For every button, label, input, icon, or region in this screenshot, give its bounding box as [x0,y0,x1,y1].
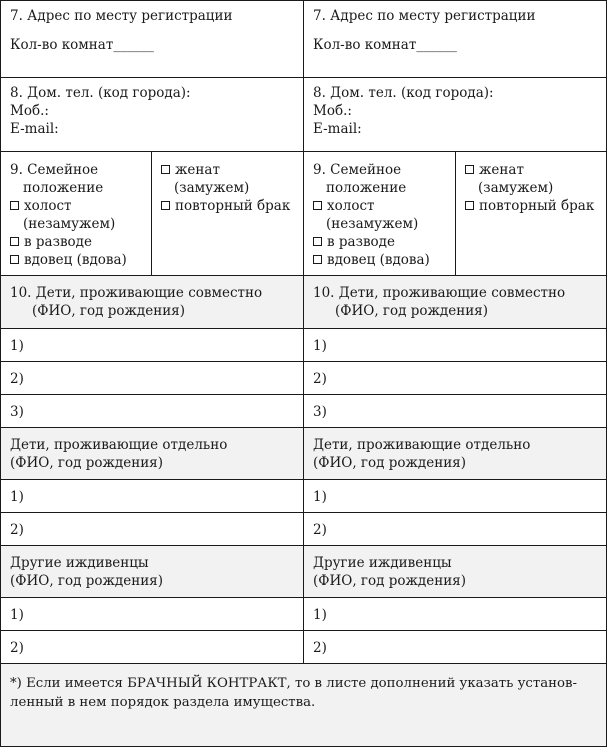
row-number: 3) [313,404,327,420]
checkbox-icon[interactable] [161,165,170,174]
checkbox-icon[interactable] [465,165,474,174]
table-row[interactable] [0,597,304,631]
row-number: 2) [313,522,327,538]
checkbox-icon[interactable] [313,201,322,210]
married-label: женат [479,162,524,178]
table-row[interactable] [303,479,607,513]
marital-title: 9. Семейное [313,162,402,178]
single-option[interactable] [313,197,446,215]
dependents-subtitle: (ФИО, год рождения) [313,573,466,589]
checkbox-icon[interactable] [10,201,19,210]
row-number: 2) [10,522,24,538]
checkbox-icon[interactable] [465,201,474,210]
table-row[interactable] [303,394,607,428]
children-apart-header-right [303,427,607,480]
children-together-header-left [0,275,304,329]
address-cell-left[interactable] [0,0,304,78]
married-option[interactable] [465,161,597,179]
phones-cell-right[interactable] [303,77,607,152]
checkbox-icon[interactable] [313,237,322,246]
table-row[interactable] [0,630,304,664]
children-apart-title: Дети, проживающие отдельно [10,437,228,453]
marital-title: 9. Семейное [10,162,99,178]
divorced-option[interactable] [313,233,446,251]
children-apart-subtitle: (ФИО, год рождения) [10,455,163,471]
remarried-option[interactable] [161,197,294,215]
divorced-label: в разводе [327,234,395,250]
children-apart-subtitle: (ФИО, год рождения) [313,455,466,471]
table-row[interactable] [0,512,304,546]
dependents-title: Другие иждивенцы [313,555,452,571]
married-label: женат [175,162,220,178]
checkbox-icon[interactable] [313,255,322,264]
row-number: 2) [10,371,24,387]
row-number: 1) [10,338,24,354]
children-together-header-right [303,275,607,329]
marital-status-cell-right [303,151,456,276]
dependents-subtitle: (ФИО, год рождения) [10,573,163,589]
single-label: холост [327,198,375,214]
married-option[interactable] [161,161,294,179]
row-number: 1) [313,607,327,623]
single-option[interactable] [10,197,142,215]
phones-cell-left[interactable] [0,77,304,152]
footnote-line-2: ленный в нем порядок раздела имущества. [10,695,316,710]
table-row[interactable] [0,328,304,362]
row-number: 2) [10,640,24,656]
widowed-label: вдовец (вдова) [24,252,127,268]
marital-options-cell-right [455,151,607,276]
email-label: E-mail: [313,121,362,137]
single-label-cont: (незамужем) [326,216,419,232]
marital-options-cell-left [151,151,304,276]
table-row[interactable] [303,361,607,395]
widowed-label: вдовец (вдова) [327,252,430,268]
children-apart-title: Дети, проживающие отдельно [313,437,531,453]
row-number: 2) [313,640,327,656]
divorced-label: в разводе [24,234,92,250]
row-number: 1) [313,489,327,505]
table-row[interactable] [303,597,607,631]
address-cell-right[interactable] [303,0,607,78]
row-number: 3) [10,404,24,420]
footnote-line-1: *) Если имеется БРАЧНЫЙ КОНТРАКТ, то в листе дополнений указать установ- [10,676,577,691]
widowed-option[interactable] [10,251,142,269]
children-apart-header-left [0,427,304,480]
rooms-label: Кол-во комнат______ [313,37,457,53]
widowed-option[interactable] [313,251,446,269]
table-row[interactable] [303,512,607,546]
row-number: 2) [313,371,327,387]
prenup-footnote [0,663,607,747]
remarried-label: повторный брак [175,198,291,214]
home-phone-label: 8. Дом. тел. (код города): [313,85,494,101]
mobile-label: Моб.: [313,103,352,119]
children-together-title: 10. Дети, проживающие совместно [313,285,566,301]
married-label-cont: (замужем) [174,180,250,196]
marital-title-cont: положение [326,180,407,196]
divorced-option[interactable] [10,233,142,251]
checkbox-icon[interactable] [10,237,19,246]
married-label-cont: (замужем) [478,180,554,196]
checkbox-icon[interactable] [10,255,19,264]
address-label: 7. Адрес по месту регистрации [10,8,233,24]
marital-status-cell-left [0,151,152,276]
children-together-subtitle: (ФИО, год рождения) [32,303,185,319]
table-row[interactable] [303,328,607,362]
children-together-subtitle: (ФИО, год рождения) [335,303,488,319]
address-label: 7. Адрес по месту регистрации [313,8,536,24]
dependents-title: Другие иждивенцы [10,555,149,571]
checkbox-icon[interactable] [161,201,170,210]
table-row[interactable] [0,479,304,513]
table-row[interactable] [0,394,304,428]
mobile-label: Моб.: [10,103,49,119]
email-label: E-mail: [10,121,59,137]
remarried-option[interactable] [465,197,597,215]
dependents-header-right [303,545,607,598]
single-label-cont: (незамужем) [23,216,116,232]
rooms-label: Кол-во комнат______ [10,37,154,53]
remarried-label: повторный брак [479,198,595,214]
children-together-title: 10. Дети, проживающие совместно [10,285,263,301]
table-row[interactable] [0,361,304,395]
marital-title-cont: положение [23,180,104,196]
home-phone-label: 8. Дом. тел. (код города): [10,85,191,101]
single-label: холост [24,198,72,214]
row-number: 1) [10,489,24,505]
row-number: 1) [10,607,24,623]
table-row[interactable] [303,630,607,664]
dependents-header-left [0,545,304,598]
row-number: 1) [313,338,327,354]
